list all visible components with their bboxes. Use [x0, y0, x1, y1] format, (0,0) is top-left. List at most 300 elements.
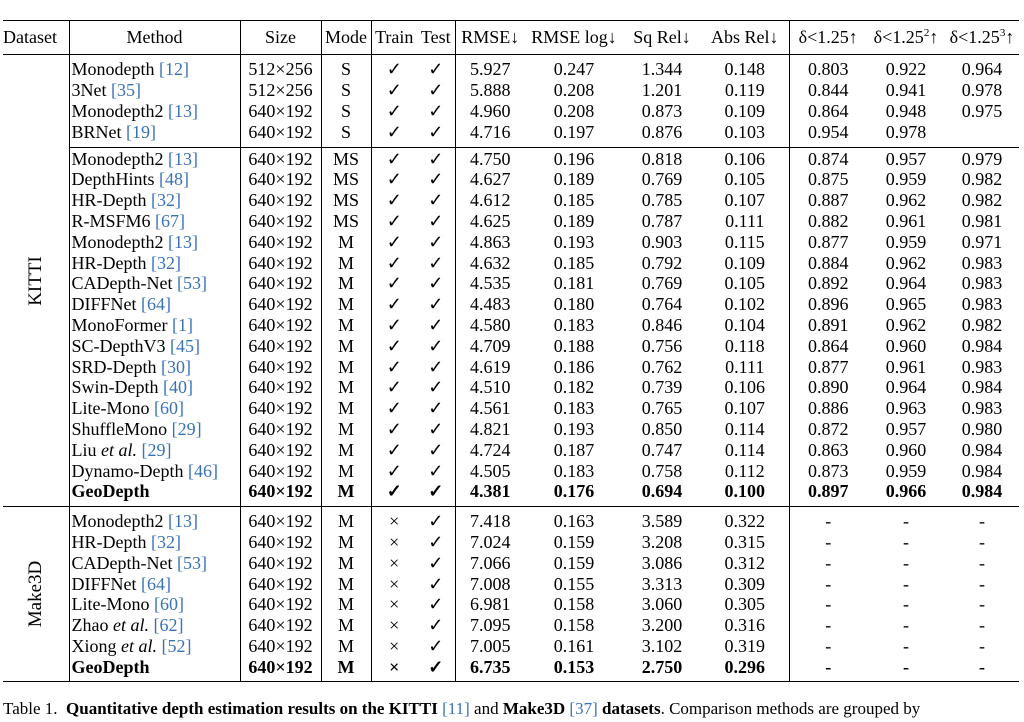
- dataset-name: KITTI: [24, 256, 46, 306]
- cell-mode: M: [321, 398, 371, 419]
- cell-sq-rel: 0.846: [641, 314, 683, 335]
- citation-link[interactable]: [13]: [168, 231, 198, 252]
- cell-d2: 0.948: [885, 100, 927, 121]
- cell-d1: 0.875: [789, 169, 867, 190]
- cell-d2: -: [903, 615, 909, 636]
- header-abs-rel: Abs Rel↓: [701, 21, 789, 55]
- cell-d3: -: [979, 615, 985, 636]
- cell-rmse-log: 0.208: [553, 80, 595, 101]
- table-row: [3, 460, 1019, 481]
- cell-rmse-log: 0.181: [553, 273, 595, 294]
- cell-mode: MS: [321, 148, 371, 169]
- cell-rmse: 4.750: [455, 148, 525, 169]
- method-name: Monodepth: [71, 59, 155, 80]
- method-name: DIFFNet: [71, 294, 137, 315]
- caption-and: and: [469, 699, 503, 718]
- table-row: [3, 335, 1019, 356]
- citation-link[interactable]: [53]: [176, 273, 207, 294]
- cell-rmse: 4.580: [455, 315, 525, 336]
- header-delta-2: [867, 21, 945, 55]
- cell-sq-rel: 0.764: [641, 294, 683, 315]
- cell-rmse-log: 0.158: [553, 615, 595, 636]
- cell-train: ✓: [371, 59, 417, 80]
- cell-abs-rel: 0.114: [724, 418, 765, 439]
- cell-abs-rel: 0.319: [724, 635, 765, 656]
- cell-test: ✓: [428, 59, 444, 80]
- spacer-row: [3, 677, 1019, 682]
- cell-d3: -: [979, 594, 985, 615]
- cell-test: ✓: [428, 273, 444, 294]
- cell-rmse: 7.418: [455, 511, 525, 532]
- cell-abs-rel: 0.106: [724, 377, 765, 398]
- cell-test: ✓: [428, 80, 444, 101]
- cell-d2: 0.961: [885, 356, 927, 377]
- cell-mode: M: [321, 594, 371, 615]
- cell-sq-rel: 0.876: [641, 121, 683, 142]
- method-name: HR-Depth: [71, 252, 147, 273]
- method-name: Xiong: [71, 635, 117, 656]
- cell-d3: 0.975: [961, 100, 1003, 121]
- citation-link[interactable]: [67]: [155, 210, 186, 231]
- cell-train: ×: [371, 532, 417, 553]
- caption-ref-make3d[interactable]: [37]: [569, 699, 598, 718]
- method-name: HR-Depth: [71, 190, 147, 211]
- header-method: Method: [69, 21, 240, 55]
- cell-d3: 0.983: [961, 356, 1003, 377]
- cell-rmse-log: 0.189: [553, 210, 595, 231]
- cell-d2: 0.962: [885, 190, 927, 211]
- cell-size: 640×192: [240, 439, 321, 460]
- cell-rmse-log: 0.186: [553, 356, 595, 377]
- table-row: [3, 273, 1019, 294]
- cell-d3: -: [979, 531, 985, 552]
- citation-link[interactable]: [40]: [163, 377, 193, 398]
- cell-d2: 0.957: [885, 148, 927, 169]
- header-delta-2-base: δ<1.25: [873, 27, 924, 47]
- cell-size: 640×192: [240, 511, 321, 532]
- cell-sq-rel: 3.589: [641, 511, 683, 532]
- cell-test: ✓: [428, 121, 444, 142]
- citation-link[interactable]: [13]: [168, 100, 198, 121]
- cell-sq-rel: 0.792: [641, 252, 683, 273]
- method-cell: [69, 615, 240, 636]
- method-cell: [69, 273, 240, 294]
- method-cell: [69, 636, 240, 657]
- citation-link[interactable]: [29]: [141, 439, 172, 460]
- cell-mode: MS: [321, 211, 371, 232]
- cell-d2: 0.957: [885, 418, 927, 439]
- cell-size: 640×192: [240, 169, 321, 190]
- cell-mode: S: [321, 59, 371, 80]
- cell-train: ×: [371, 636, 417, 657]
- cell-abs-rel: 0.305: [724, 594, 765, 615]
- caption-bold-2: Make3D: [502, 699, 566, 718]
- cell-d1: 0.890: [789, 377, 867, 398]
- cell-d3: 0.984: [961, 460, 1003, 481]
- cell-train: ✓: [371, 190, 417, 211]
- cell-d1: 0.863: [789, 439, 867, 460]
- cell-d2: -: [903, 635, 909, 656]
- cell-rmse: 4.381: [455, 481, 525, 502]
- citation-link[interactable]: [1]: [172, 314, 193, 335]
- cell-sq-rel: 0.787: [641, 210, 683, 231]
- cell-mode: M: [321, 532, 371, 553]
- method-cell: [69, 190, 240, 211]
- header-train: Train: [371, 21, 417, 55]
- cell-test: ✓: [428, 356, 444, 377]
- table-row: [3, 552, 1019, 573]
- method-cell: [69, 481, 240, 502]
- cell-size: 640×192: [240, 335, 321, 356]
- method-name: Monodepth2: [71, 231, 164, 252]
- header-row: [3, 21, 1019, 55]
- cell-d1: 0.864: [789, 335, 867, 356]
- cell-mode: M: [321, 315, 371, 336]
- cell-d2: -: [903, 573, 909, 594]
- method-name: BRNet: [71, 121, 122, 142]
- cell-mode: S: [321, 80, 371, 101]
- cell-d2: 0.963: [885, 398, 927, 419]
- method-cell: [69, 169, 240, 190]
- method-cell: [69, 59, 240, 80]
- cell-d1: 0.874: [789, 148, 867, 169]
- cell-sq-rel: 3.086: [641, 552, 683, 573]
- header-delta-1: δ<1.25↑: [789, 21, 867, 55]
- cell-d1: 0.864: [789, 101, 867, 122]
- cell-rmse-log: 0.163: [553, 511, 595, 532]
- cell-train: ✓: [371, 439, 417, 460]
- cell-train: ×: [371, 573, 417, 594]
- cell-mode: M: [321, 439, 371, 460]
- cell-sq-rel: 2.750: [641, 656, 683, 677]
- method-cell: [69, 121, 240, 142]
- cell-train: ✓: [371, 356, 417, 377]
- cell-test: ✓: [428, 573, 444, 594]
- cell-abs-rel: 0.119: [724, 80, 765, 101]
- cell-train: ✓: [371, 169, 417, 190]
- cell-train: ✓: [371, 377, 417, 398]
- cell-rmse-log: 0.182: [553, 377, 595, 398]
- cell-train: ✓: [371, 101, 417, 122]
- cell-sq-rel: 0.739: [641, 377, 683, 398]
- cell-train: ✓: [371, 80, 417, 101]
- citation-link[interactable]: [13]: [168, 511, 198, 532]
- cell-d1: 0.891: [789, 315, 867, 336]
- cell-mode: M: [321, 636, 371, 657]
- cell-d2: -: [903, 531, 909, 552]
- caption-label: Table 1.: [3, 699, 58, 718]
- cell-train: ✓: [371, 419, 417, 440]
- cell-size: 640×192: [240, 148, 321, 169]
- cell-sq-rel: 0.850: [641, 418, 683, 439]
- cell-rmse-log: 0.159: [553, 531, 595, 552]
- method-name: Swin-Depth: [71, 377, 159, 398]
- header-delta-3: [945, 21, 1019, 55]
- cell-size: 640×192: [240, 398, 321, 419]
- cell-abs-rel: 0.109: [724, 252, 765, 273]
- citation-link[interactable]: [32]: [151, 252, 181, 273]
- cell-d2: 0.959: [885, 169, 927, 190]
- cell-d1: 0.886: [789, 398, 867, 419]
- cell-sq-rel: 3.102: [641, 635, 683, 656]
- cell-mode: M: [321, 335, 371, 356]
- cell-test: ✓: [428, 210, 444, 231]
- cell-rmse: 5.888: [455, 80, 525, 101]
- cell-d2: 0.960: [885, 335, 927, 356]
- caption-ref-kitti[interactable]: [11]: [442, 699, 470, 718]
- cell-mode: M: [321, 294, 371, 315]
- cell-test: ✓: [428, 615, 444, 636]
- citation-link[interactable]: [45]: [170, 335, 200, 356]
- cell-test: ✓: [428, 100, 444, 121]
- cell-rmse: 7.008: [455, 573, 525, 594]
- cell-rmse-log: 0.247: [553, 59, 595, 80]
- cell-abs-rel: 0.111: [725, 210, 765, 231]
- cell-mode: M: [321, 356, 371, 377]
- table-row: [3, 377, 1019, 398]
- cell-d1: 0.803: [789, 59, 867, 80]
- cell-d2: 0.959: [885, 460, 927, 481]
- cell-d1: 0.873: [789, 460, 867, 481]
- cell-rmse: 4.505: [455, 460, 525, 481]
- cell-sq-rel: 1.344: [641, 59, 683, 80]
- cell-test: ✓: [428, 656, 444, 677]
- cell-mode: M: [321, 252, 371, 273]
- header-delta-2-sup: 2: [923, 27, 930, 39]
- header-dataset: Dataset: [3, 21, 69, 55]
- cell-sq-rel: 3.060: [641, 594, 683, 615]
- cell-mode: M: [321, 615, 371, 636]
- cell-d2: 0.962: [885, 314, 927, 335]
- table-row: [3, 481, 1019, 502]
- cell-sq-rel: 0.785: [641, 190, 683, 211]
- cell-d2: -: [903, 656, 909, 677]
- cell-d3: 0.984: [961, 377, 1003, 398]
- table-row: [3, 615, 1019, 636]
- table-row: [3, 148, 1019, 169]
- cell-d3: 0.984: [961, 481, 1003, 502]
- cell-size: 640×192: [240, 636, 321, 657]
- cell-sq-rel: 1.201: [641, 80, 683, 101]
- cell-test: ✓: [428, 635, 444, 656]
- cell-train: ✓: [371, 481, 417, 502]
- cell-rmse: 7.024: [455, 532, 525, 553]
- cell-d3: 0.983: [961, 252, 1003, 273]
- header-mode: Mode: [321, 21, 371, 55]
- cell-train: ×: [371, 656, 417, 677]
- cell-d3: 0.983: [961, 273, 1003, 294]
- cell-size: 640×192: [240, 356, 321, 377]
- table-row: [3, 439, 1019, 460]
- cell-train: ✓: [371, 294, 417, 315]
- table-row: [3, 169, 1019, 190]
- cell-size: 640×192: [240, 252, 321, 273]
- citation-link[interactable]: [32]: [151, 190, 181, 211]
- cell-rmse: 7.005: [455, 636, 525, 657]
- cell-size: 640×192: [240, 231, 321, 252]
- cell-rmse: 4.709: [455, 335, 525, 356]
- citation-link[interactable]: [64]: [141, 294, 172, 315]
- cell-abs-rel: 0.103: [724, 121, 765, 142]
- cell-train: ✓: [371, 211, 417, 232]
- header-delta-2-arrow: ↑: [929, 27, 939, 47]
- citation-link[interactable]: [52]: [161, 635, 192, 656]
- header-rmse-log: RMSE log↓: [525, 21, 623, 55]
- cell-d1: 0.882: [789, 211, 867, 232]
- cell-rmse-log: 0.208: [553, 100, 595, 121]
- cell-train: ✓: [371, 460, 417, 481]
- cell-test: ✓: [428, 252, 444, 273]
- cell-d3: 0.978: [961, 80, 1003, 101]
- cell-sq-rel: 0.758: [641, 460, 683, 481]
- header-delta-3-sup: 3: [999, 27, 1006, 39]
- cell-rmse-log: 0.158: [553, 594, 595, 615]
- cell-size: 640×192: [240, 377, 321, 398]
- cell-rmse-log: 0.193: [553, 231, 595, 252]
- citation-link[interactable]: [64]: [141, 573, 172, 594]
- citation-link[interactable]: [62]: [153, 615, 184, 636]
- method-cell: [69, 552, 240, 573]
- cell-train: ✓: [371, 252, 417, 273]
- cell-abs-rel: 0.312: [724, 552, 765, 573]
- citation-link[interactable]: [32]: [151, 531, 181, 552]
- cell-d1: -: [789, 511, 867, 532]
- cell-test: ✓: [428, 169, 444, 190]
- method-cell: [69, 252, 240, 273]
- cell-abs-rel: 0.148: [724, 59, 765, 80]
- table-row: [3, 573, 1019, 594]
- citation-link[interactable]: [48]: [159, 169, 189, 190]
- cell-test: ✓: [428, 552, 444, 573]
- cell-abs-rel: 0.115: [724, 231, 765, 252]
- citation-link[interactable]: [12]: [159, 59, 189, 80]
- cell-mode: M: [321, 656, 371, 677]
- cell-abs-rel: 0.316: [724, 615, 765, 636]
- cell-rmse-log: 0.183: [553, 460, 595, 481]
- citation-link[interactable]: [46]: [187, 460, 218, 481]
- method-name: Monodepth2: [71, 148, 164, 169]
- cell-test: ✓: [428, 531, 444, 552]
- cell-rmse-log: 0.196: [553, 148, 595, 169]
- method-name: Lite-Mono: [71, 398, 150, 419]
- method-name: DIFFNet: [71, 573, 137, 594]
- method-name: Monodepth2: [71, 100, 164, 121]
- cell-train: ✓: [371, 121, 417, 142]
- method-cell: [69, 211, 240, 232]
- cell-mode: MS: [321, 190, 371, 211]
- method-et-al: et al.: [112, 615, 149, 636]
- cell-test: ✓: [428, 377, 444, 398]
- method-cell: [69, 398, 240, 419]
- cell-rmse: 7.066: [455, 552, 525, 573]
- citation-link[interactable]: [60]: [154, 398, 184, 419]
- cell-size: 512×256: [240, 59, 321, 80]
- cell-mode: M: [321, 231, 371, 252]
- cell-size: 640×192: [240, 419, 321, 440]
- cell-test: ✓: [428, 418, 444, 439]
- table-row: [3, 594, 1019, 615]
- cell-d1: -: [789, 636, 867, 657]
- cell-d1: -: [789, 552, 867, 573]
- cell-test: ✓: [428, 294, 444, 315]
- cell-d1: 0.897: [789, 481, 867, 502]
- cell-size: 640×192: [240, 273, 321, 294]
- caption-rest: . Comparison methods are grouped by: [660, 699, 921, 718]
- cell-rmse: 4.612: [455, 190, 525, 211]
- cell-rmse: 7.095: [455, 615, 525, 636]
- method-name: CADepth-Net: [71, 552, 173, 573]
- table-row: [3, 656, 1019, 677]
- citation-link[interactable]: [13]: [168, 148, 198, 169]
- method-cell: [69, 80, 240, 101]
- cell-test: ✓: [428, 439, 444, 460]
- method-cell: [69, 656, 240, 677]
- citation-link[interactable]: [30]: [161, 356, 191, 377]
- table-row: [3, 80, 1019, 101]
- cell-train: ✓: [371, 273, 417, 294]
- citation-link[interactable]: [29]: [171, 418, 202, 439]
- cell-d1: -: [789, 615, 867, 636]
- method-name: CADepth-Net: [71, 273, 173, 294]
- cell-size: 640×192: [240, 315, 321, 336]
- cell-abs-rel: 0.102: [724, 294, 765, 315]
- cell-sq-rel: 0.903: [641, 231, 683, 252]
- caption-bold-1: Quantitative depth estimation results on the KITTI: [66, 699, 438, 718]
- header-delta-3-arrow: ↑: [1005, 27, 1015, 47]
- cell-rmse: 4.535: [455, 273, 525, 294]
- method-et-al: et al.: [101, 439, 137, 460]
- table-row: [3, 315, 1019, 336]
- cell-rmse-log: 0.183: [553, 398, 595, 419]
- cell-test: ✓: [428, 398, 444, 419]
- cell-rmse: 5.927: [455, 59, 525, 80]
- cell-d1: 0.884: [789, 252, 867, 273]
- cell-abs-rel: 0.106: [724, 148, 765, 169]
- cell-size: 640×192: [240, 573, 321, 594]
- method-cell: [69, 335, 240, 356]
- header-test: Test: [417, 21, 455, 55]
- cell-rmse-log: 0.193: [553, 418, 595, 439]
- results-table: [3, 20, 1019, 682]
- dataset-name: Make3D: [25, 561, 47, 628]
- citation-link[interactable]: [19]: [126, 121, 157, 142]
- cell-size: 640×192: [240, 211, 321, 232]
- cell-test: ✓: [428, 481, 444, 502]
- cell-d2: 0.978: [885, 121, 927, 142]
- cell-train: ✓: [371, 335, 417, 356]
- citation-link[interactable]: [60]: [154, 594, 184, 615]
- citation-link[interactable]: [53]: [176, 552, 207, 573]
- method-name: MonoFormer: [71, 314, 168, 335]
- cell-d1: 0.877: [789, 231, 867, 252]
- cell-d3: -: [979, 511, 985, 532]
- table-row: [3, 211, 1019, 232]
- cell-train: ✓: [371, 231, 417, 252]
- cell-abs-rel: 0.107: [724, 398, 765, 419]
- cell-rmse: 4.821: [455, 419, 525, 440]
- cell-d2: 0.964: [885, 377, 927, 398]
- cell-rmse: 4.510: [455, 377, 525, 398]
- cell-d2: 0.962: [885, 252, 927, 273]
- cell-size: 640×192: [240, 615, 321, 636]
- cell-d3: 0.982: [961, 190, 1003, 211]
- table-row: [3, 190, 1019, 211]
- citation-link[interactable]: [35]: [111, 80, 141, 101]
- cell-mode: MS: [321, 169, 371, 190]
- method-name: Monodepth2: [71, 511, 164, 532]
- header-sq-rel: Sq Rel↓: [623, 21, 701, 55]
- results-table-container: [3, 20, 1019, 682]
